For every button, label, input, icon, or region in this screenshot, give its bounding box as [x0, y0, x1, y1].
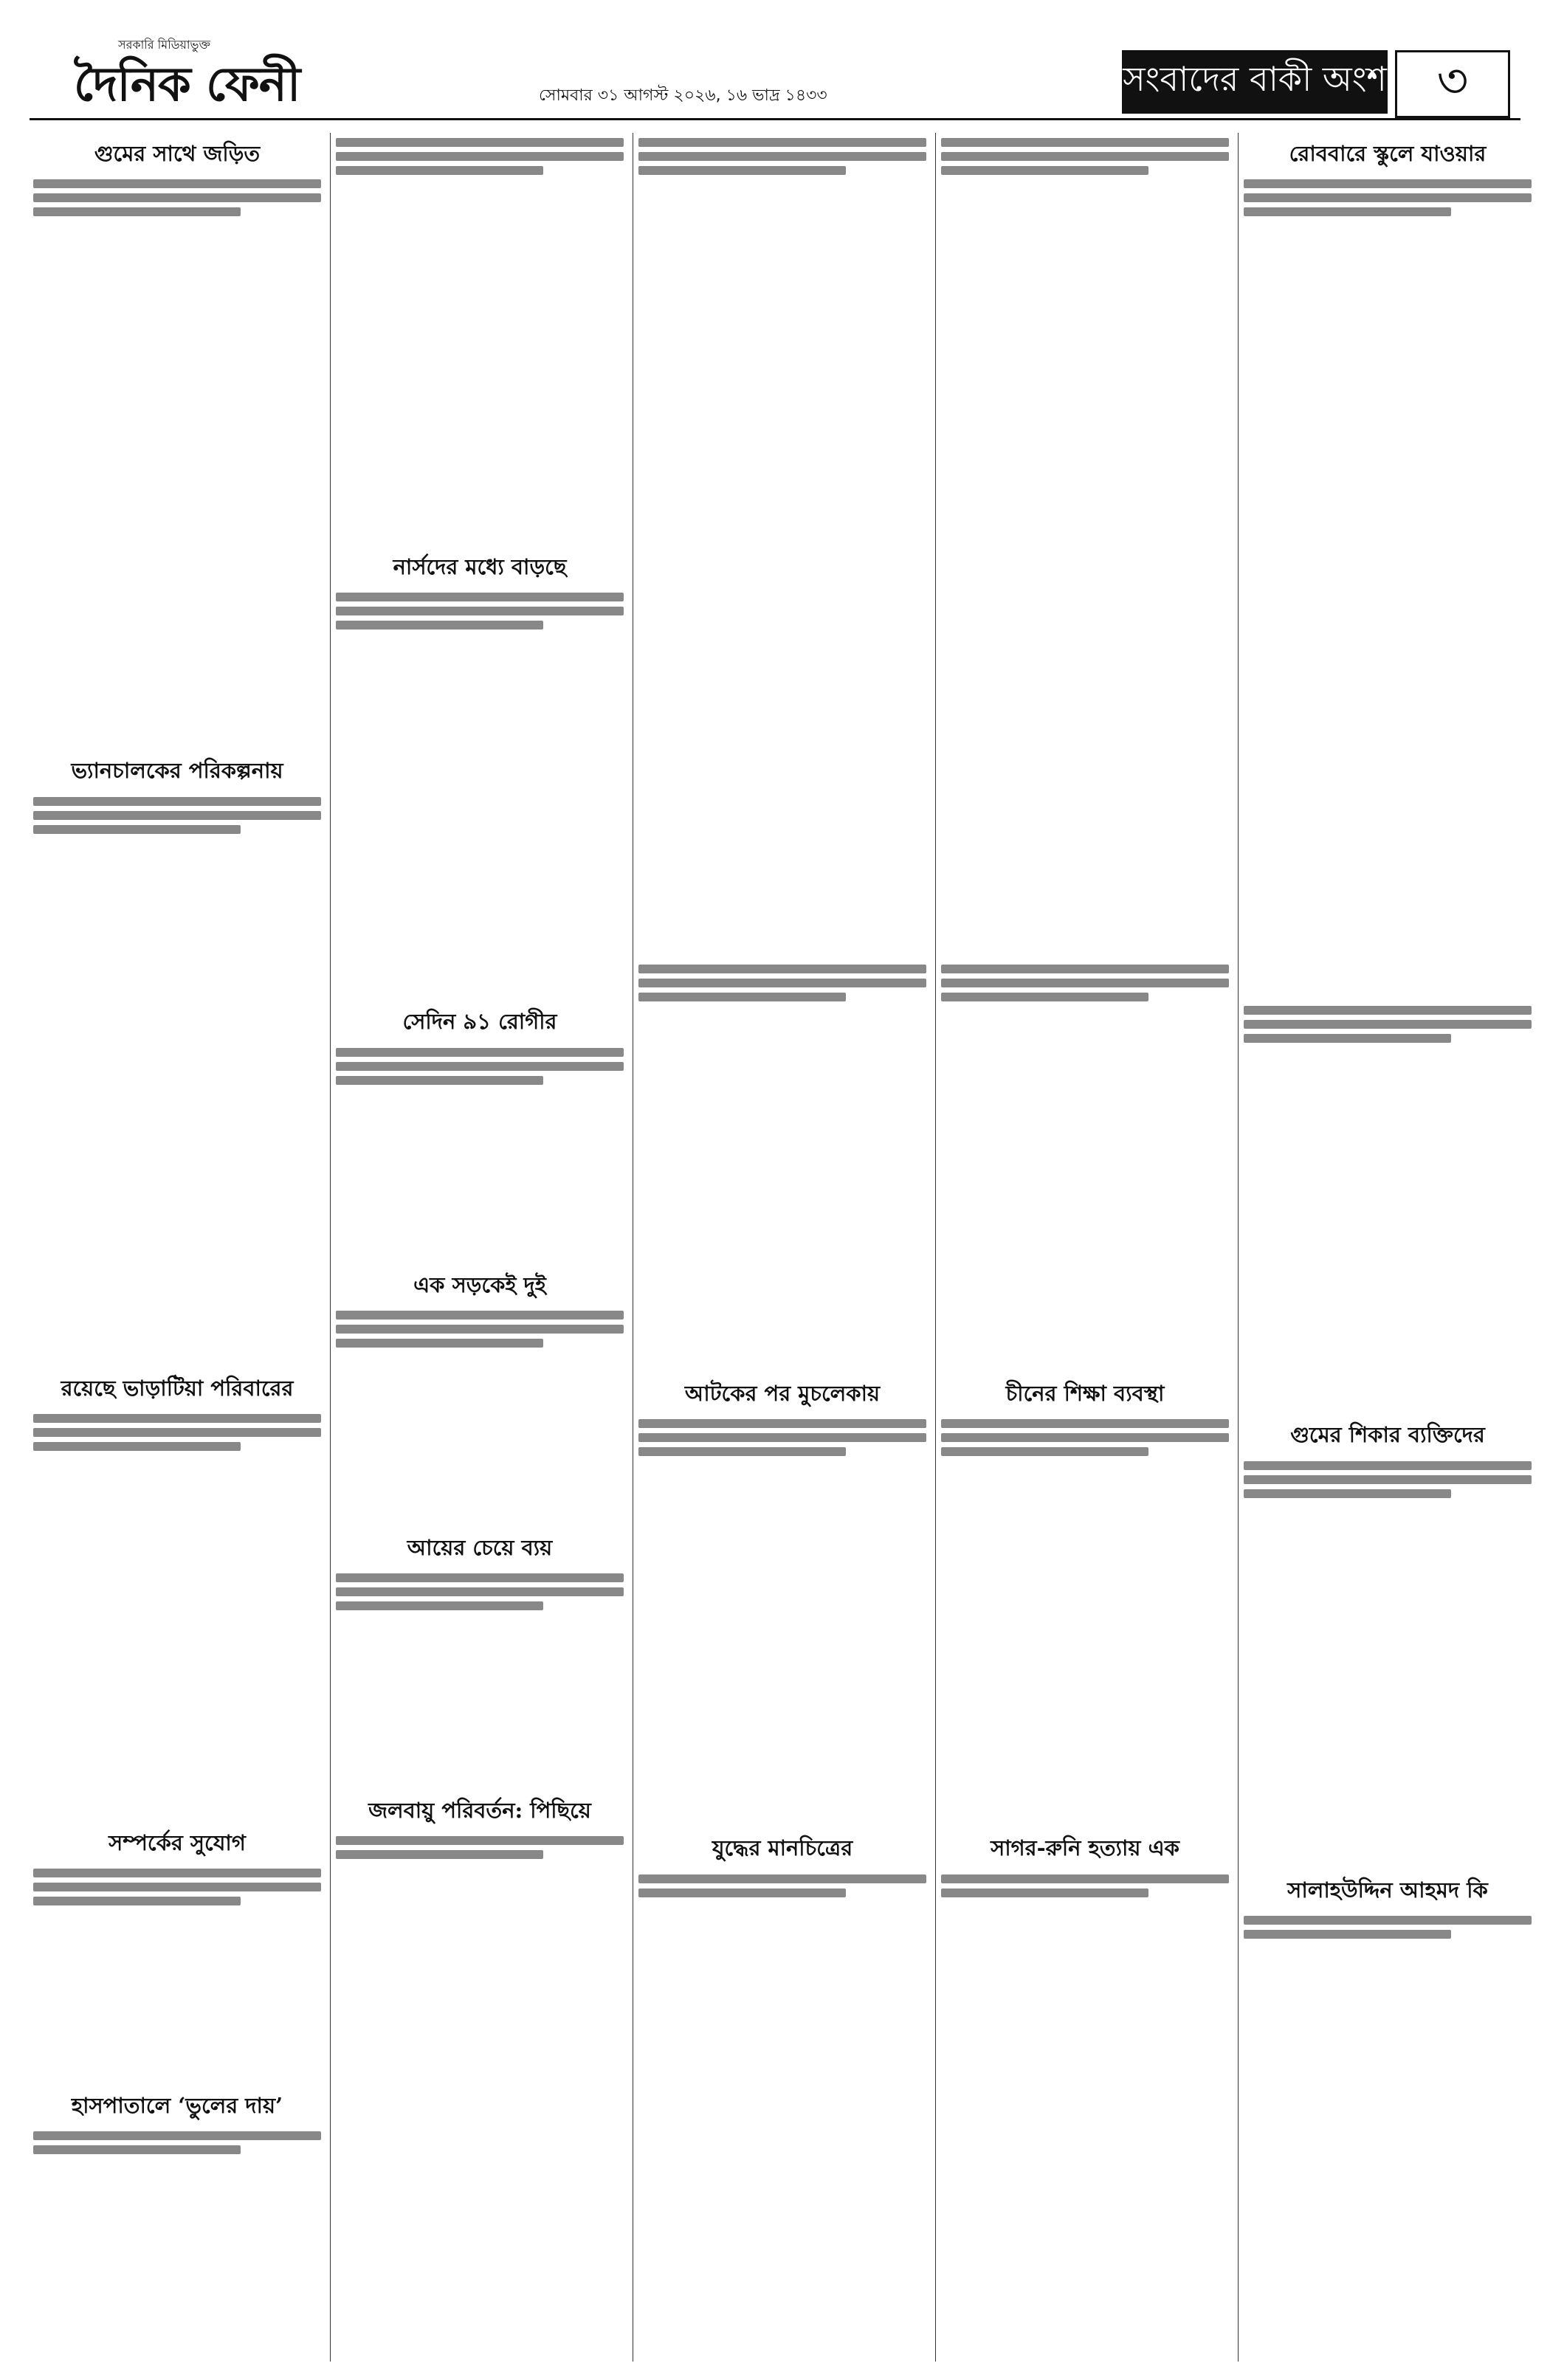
story-headline: হাসপাতালে ‘ভুলের দায়’: [71, 2093, 283, 2118]
story-body: [941, 1869, 1229, 2091]
story-headline: যুদ্ধের মানচিত্রের: [712, 1835, 853, 1861]
story-headline: সাগর-রুনি হত্যায় এক: [991, 1835, 1179, 1861]
story-headline: নার্সদের মধ্যে বাড়ছে: [393, 554, 567, 579]
story-body: [33, 2126, 321, 2348]
column-1: [33, 133, 321, 2362]
story-headline: আটকের পর মুচলেকায়: [684, 1381, 881, 1406]
story-body: [1244, 174, 1532, 1001]
masthead-divider: [30, 118, 1520, 120]
story-headline: গুমের শিকার ব্যক্তিদের: [1290, 1422, 1485, 1448]
column-4: [941, 133, 1229, 2362]
story-headline: ভ্যানচালকের পরিকল্পনায়: [71, 758, 283, 784]
column-5: [1244, 133, 1532, 2362]
story-body: [941, 1414, 1229, 1827]
story-body: [33, 792, 321, 1367]
story-body: [638, 959, 926, 1373]
masthead-tagline: সরকারি মিডিয়াভুক্ত: [118, 38, 211, 52]
story-headline: গুমের সাথে জড়িত: [94, 141, 261, 166]
story-headline: জলবায়ু পরিবর্তন: পিছিয়ে: [368, 1798, 591, 1823]
story-headline: চীনের শিক্ষা ব্যবস্থা: [1005, 1381, 1165, 1406]
story-body: [1244, 1456, 1532, 1869]
story-headline: সম্পর্কের সুযোগ: [108, 1829, 246, 1855]
story-body: [33, 174, 321, 750]
masthead: [30, 30, 1520, 111]
story-body: [336, 133, 624, 546]
section-banner: সংবাদের বাকী অংশ: [1122, 50, 1388, 114]
story-body: [336, 1305, 624, 1527]
story-body: [941, 133, 1229, 959]
column-2: [336, 133, 624, 2362]
column-divider: [1238, 133, 1239, 2362]
story-body: [638, 1414, 926, 1827]
story-body: [336, 587, 624, 1001]
story-headline: সেদিন ৯১ রোগীর: [402, 1009, 557, 1035]
story-headline: রোববারে স্কুলে যাওয়ার: [1289, 141, 1487, 166]
column-divider: [330, 133, 331, 2362]
story-body: [638, 1869, 926, 2091]
page-number: ৩: [1395, 50, 1510, 118]
column-3: [638, 133, 926, 2362]
story-body: [941, 959, 1229, 1373]
dateline: সোমবার ৩১ আগস্ট ২০২৬, ১৬ ভাদ্র ১৪৩৩: [539, 86, 827, 105]
story-headline: এক সড়কেই দুই: [413, 1272, 546, 1297]
story-headline: আয়ের চেয়ে ব্যয়: [407, 1534, 553, 1560]
story-body: [33, 1409, 321, 1822]
story-headline: সালাহউদ্দিন আহমদ কি: [1287, 1877, 1488, 1903]
story-headline: রয়েছে ভাড়াটিয়া পরিবারের: [61, 1375, 294, 1401]
story-body: [1244, 1911, 1532, 2132]
story-body: [336, 1831, 624, 2052]
story-body: [336, 1043, 624, 1264]
story-body: [33, 1863, 321, 2085]
column-divider: [935, 133, 936, 2362]
newspaper-logo: দৈনিক ফেনী: [74, 58, 300, 112]
story-body: [1244, 1001, 1532, 1414]
story-body: [638, 133, 926, 959]
story-body: [336, 1568, 624, 1790]
